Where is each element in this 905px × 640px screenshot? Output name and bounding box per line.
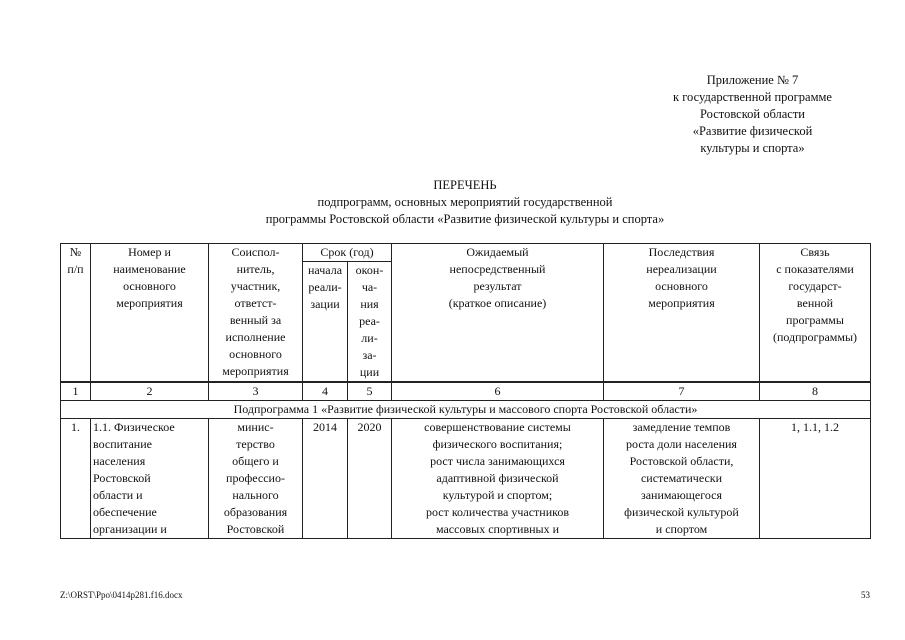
cell-line: окон-	[355, 263, 384, 277]
column-number: 7	[604, 382, 760, 401]
cell-line: занимающегося	[640, 488, 723, 502]
cell-line: рост числа занимающихся	[430, 454, 565, 468]
cell-line: организации и	[93, 522, 167, 536]
cell-line: результат	[473, 279, 522, 293]
cell-line: государст-	[788, 279, 842, 293]
cell-line: 2014	[313, 420, 337, 434]
cell-line: начала	[307, 263, 343, 277]
measures-table	[60, 243, 871, 539]
cell-line: систематически	[640, 471, 723, 485]
cell-line: нереализации	[646, 262, 717, 276]
cell-line: замедление темпов	[632, 420, 731, 434]
title-heading: ПЕРЕЧЕНЬ	[433, 178, 497, 192]
cell-line: общего и	[232, 454, 279, 468]
cell-line: венной	[796, 296, 834, 310]
cell-line: основного	[229, 347, 282, 361]
table-row	[61, 419, 871, 539]
cell-line: Срок (год)	[320, 245, 374, 259]
cell-line: массовых спортивных и	[435, 522, 560, 536]
column-number: 6	[392, 382, 604, 401]
cell-line: реали-	[308, 280, 342, 294]
cell-line: Ростовской	[93, 471, 151, 485]
cell-line: воспитание	[93, 437, 152, 451]
cell-line: №	[69, 245, 82, 259]
cell-line: основного	[655, 279, 708, 293]
cell-line: адаптивной физической	[436, 471, 559, 485]
header-measure-name	[91, 244, 209, 383]
cell-line: совершенствование системы	[424, 420, 571, 434]
column-number: 1	[61, 382, 91, 401]
cell-line: венный за	[229, 313, 282, 327]
cell-line: 1.1. Физическое	[93, 420, 175, 434]
cell-line: (краткое описание)	[448, 296, 547, 310]
header-indicators-link	[760, 244, 871, 383]
document-title	[60, 177, 870, 228]
cell-line: Последствия	[648, 245, 715, 259]
cell-line: за-	[362, 348, 377, 362]
cell-line: ли-	[361, 331, 378, 345]
cell-line: зации	[310, 297, 340, 311]
cell-line: Номер и	[128, 245, 171, 259]
cell-line: программы	[786, 313, 844, 327]
footer-file-path: Z:\ORST\Ppo\0414p281.f16.docx	[60, 590, 183, 600]
cell-line: терство	[236, 437, 275, 451]
cell-line: профессио-	[226, 471, 285, 485]
cell-line: физического воспитания;	[432, 437, 563, 451]
cell-line: населения	[93, 454, 146, 468]
header-term-start	[303, 262, 348, 383]
cell-line: ции	[359, 365, 380, 379]
cell-line: 2020	[357, 420, 382, 434]
title-line: программы Ростовской области «Развитие физической культуры и спорта»	[265, 212, 665, 226]
title-line: подпрограмм, основных мероприятий государственной	[317, 195, 613, 209]
cell-line: исполнение	[225, 330, 286, 344]
row-executor	[209, 419, 303, 539]
cell-line: физической культурой	[624, 505, 739, 519]
row-number	[61, 419, 91, 539]
cell-line: нитель,	[236, 262, 275, 276]
row-indicators-link	[760, 419, 871, 539]
cell-line: Ростовской	[226, 522, 285, 536]
cell-line: п/п	[67, 262, 84, 276]
cell-line: 1.	[71, 420, 80, 434]
cell-line: участник,	[230, 279, 281, 293]
cell-line: ча-	[361, 280, 378, 294]
header-consequences	[604, 244, 760, 383]
cell-line: рост количества участников	[425, 505, 570, 519]
row-measure-name	[91, 419, 209, 539]
row-term-end	[348, 419, 392, 539]
cell-line: Соиспол-	[231, 245, 280, 259]
cell-line: наименование	[113, 262, 186, 276]
cell-line: (подпрограммы)	[772, 330, 858, 344]
cell-line: Ожидаемый	[466, 245, 529, 259]
cell-line: реа-	[359, 314, 380, 328]
cell-line: образования	[223, 505, 288, 519]
appendix-header	[600, 72, 905, 157]
cell-line: и спортом	[655, 522, 708, 536]
subprogram-title: Подпрограмма 1 «Развитие физической культуры и массового спорта Ростовской области»	[61, 401, 871, 419]
cell-line: минис-	[237, 420, 274, 434]
cell-line: ответст-	[234, 296, 277, 310]
column-number: 8	[760, 382, 871, 401]
cell-line: Связь	[800, 245, 830, 259]
footer-page-number: 53	[861, 590, 870, 600]
header-row	[61, 244, 871, 262]
subprogram-row	[61, 401, 871, 419]
cell-line: культурой и спортом;	[442, 488, 553, 502]
cell-line: с показателями	[776, 262, 854, 276]
header-executor	[209, 244, 303, 383]
cell-line: ния	[360, 297, 379, 311]
column-number-row	[61, 382, 871, 401]
cell-line: мероприятия	[648, 296, 715, 310]
cell-line: нального	[232, 488, 279, 502]
cell-line: 1, 1.1, 1.2	[791, 420, 839, 434]
column-number: 2	[91, 382, 209, 401]
appendix-line: к государственной программе	[673, 90, 832, 104]
appendix-line: «Развитие физической	[692, 124, 813, 138]
cell-line: Ростовской области,	[629, 454, 734, 468]
header-number	[61, 244, 91, 383]
cell-line: мероприятия	[116, 296, 183, 310]
appendix-line: Приложение № 7	[706, 73, 799, 87]
column-number: 5	[348, 382, 392, 401]
row-term-start	[303, 419, 348, 539]
cell-line: основного	[123, 279, 176, 293]
cell-line: мероприятия	[222, 364, 289, 378]
appendix-line: культуры и спорта»	[700, 141, 805, 155]
header-expected-result	[392, 244, 604, 383]
header-term	[303, 244, 392, 262]
column-number: 4	[303, 382, 348, 401]
row-consequences	[604, 419, 760, 539]
cell-line: области и	[93, 488, 143, 502]
header-term-end	[348, 262, 392, 383]
row-expected-result	[392, 419, 604, 539]
cell-line: роста доли населения	[626, 437, 737, 451]
cell-line: непосредственный	[449, 262, 546, 276]
column-number: 3	[209, 382, 303, 401]
cell-line: обеспечение	[93, 505, 157, 519]
appendix-line: Ростовской области	[700, 107, 805, 121]
